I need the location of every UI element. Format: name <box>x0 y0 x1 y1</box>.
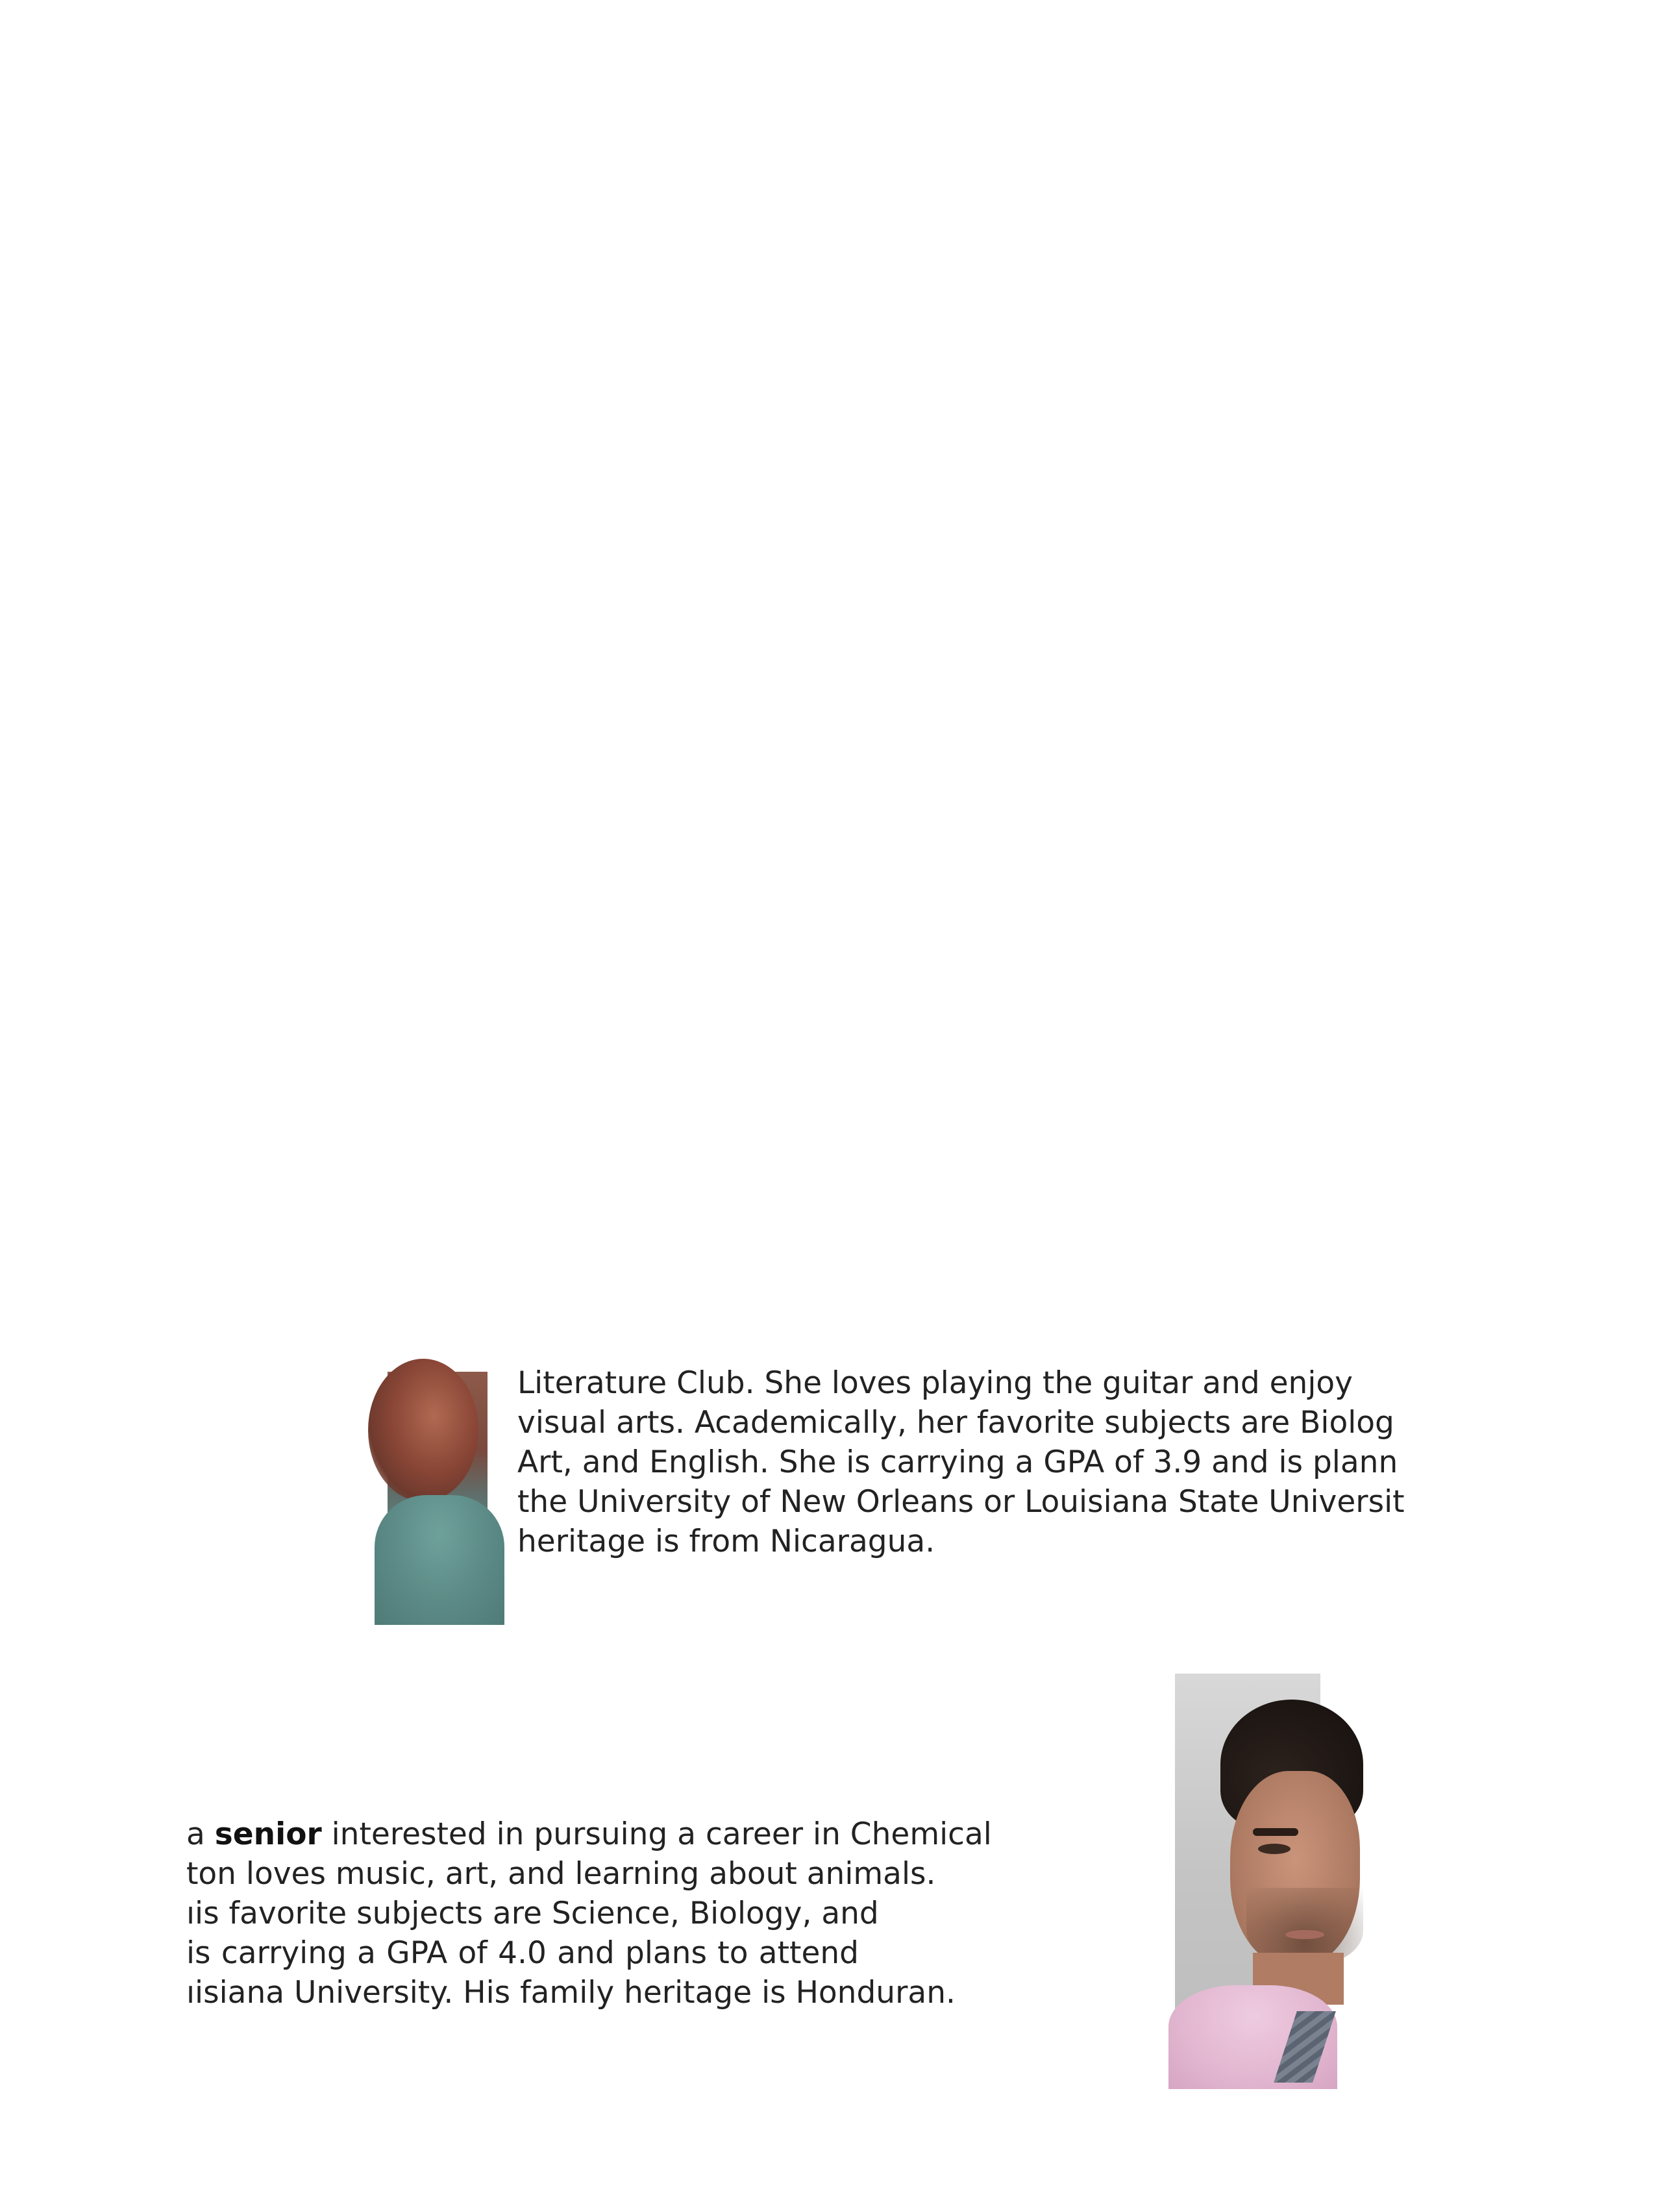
photo-eyebrow <box>1253 1828 1298 1836</box>
bio-line: ton loves music, art, and learning about animals. <box>186 1856 936 1892</box>
bio-line: ıis favorite subjects are Science, Biology, and <box>186 1896 879 1931</box>
bio-line: ıisiana University. His family heritage is Honduran. <box>186 1975 956 2011</box>
bio-line <box>186 1814 992 1854</box>
bio-line: is carrying a GPA of 4.0 and plans to attend <box>186 1935 859 1971</box>
bio-text: a <box>186 1816 205 1852</box>
visible-content-region <box>186 1363 1405 2077</box>
student-photo-2 <box>1175 1674 1320 2077</box>
bio-line: Literature Club. She loves playing the guitar and enjoy <box>517 1365 1353 1401</box>
photo-eye <box>1258 1844 1291 1854</box>
bio-text: interested in pursuing a career in Chemical <box>331 1816 992 1852</box>
photo-hair <box>368 1359 478 1502</box>
grade-level: senior <box>214 1816 322 1852</box>
bio-line: the University of New Orleans or Louisiana State Universit <box>517 1484 1405 1520</box>
photo-lip <box>1285 1930 1324 1939</box>
student-bio-2 <box>186 1814 992 2012</box>
photo-shirt <box>375 1495 504 1625</box>
student-bio-1 <box>517 1363 1426 1561</box>
bio-line: Art, and English. She is carrying a GPA of 3.9 and is plann <box>517 1444 1398 1480</box>
student-photo-1 <box>388 1372 488 1596</box>
bio-line: heritage is from Nicaragua. <box>517 1524 935 1559</box>
bio-line: visual arts. Academically, her favorite subjects are Biolog <box>517 1405 1394 1441</box>
